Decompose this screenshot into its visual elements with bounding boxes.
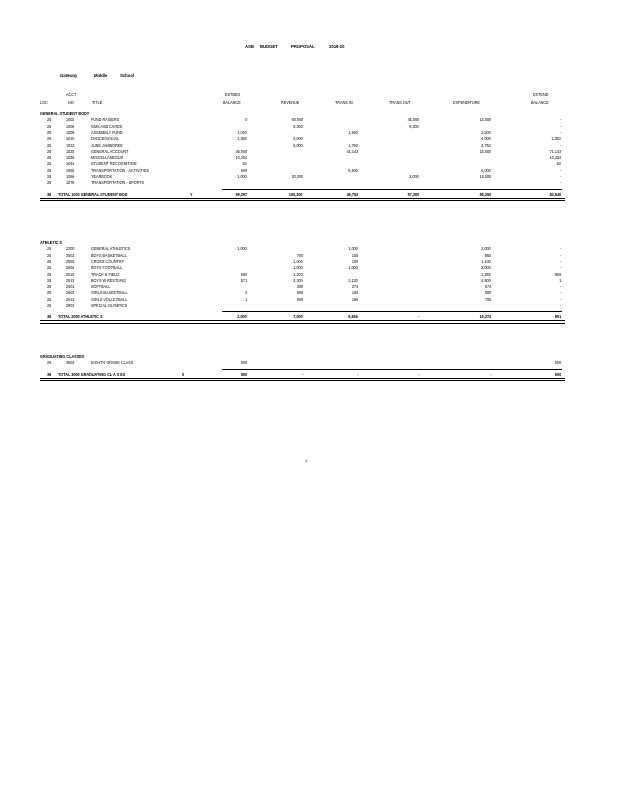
row-end: - xyxy=(559,167,561,173)
row-acct-no: 1022 xyxy=(66,142,75,148)
row-tout: 9,300 xyxy=(409,123,419,129)
total-rev: 7,000 xyxy=(293,314,303,320)
total-flag: Y xyxy=(190,191,193,197)
row-acct-no: 1065 xyxy=(66,167,75,173)
row-end: 10,254 xyxy=(549,155,561,161)
col-estbeg: ESTBEG xyxy=(225,92,241,97)
row-end: - xyxy=(559,246,561,252)
row-loc: 25 xyxy=(47,155,52,161)
col-acct: ACCT xyxy=(66,92,77,97)
row-acct-no: 2602 xyxy=(66,290,75,296)
total-flag: 0 xyxy=(182,371,185,377)
total-tin: 6,846 xyxy=(348,314,358,320)
row-beg: 0 xyxy=(244,117,247,123)
row-title: STUDENT RECOGNITION xyxy=(91,161,137,167)
school-name-2: Middle xyxy=(94,74,108,79)
row-exp: 15,000 xyxy=(479,148,491,154)
row-end: - xyxy=(559,174,561,179)
row-loc: 25 xyxy=(47,284,52,290)
row-end: - xyxy=(559,117,561,123)
row-tin: 1,000 xyxy=(348,246,358,252)
row-loc: 25 xyxy=(47,252,52,258)
row-beg: 0 xyxy=(244,290,247,296)
row-loc: 25 xyxy=(47,277,52,283)
row-exp: 6,750 xyxy=(481,142,491,148)
row-end: 53 xyxy=(556,161,561,167)
school-name-1: Gateway xyxy=(60,74,78,79)
total-end: 82,540 xyxy=(549,191,561,197)
col-loc: LOC xyxy=(40,100,48,105)
row-title: TRANSPORTATION - ACTIVITIES xyxy=(91,167,149,173)
row-loc: 25 xyxy=(47,360,52,366)
row-title: GENERAL ATHLETICS xyxy=(91,246,131,252)
row-title: CROSS COUNTRY xyxy=(91,258,125,264)
total-tin: - xyxy=(356,371,358,377)
row-title: EIGHTH GRADE CLASS xyxy=(91,360,134,366)
row-title: GMS ASB CARDS xyxy=(91,123,123,129)
row-acct-no: 1025 xyxy=(66,148,75,154)
row-title: MISCELLANEOUS xyxy=(91,155,124,161)
total-label: TOTAL 1000 GENERAL STUDENT BOD xyxy=(58,191,128,197)
row-title: JUNE JAMBOREE xyxy=(91,142,123,148)
row-rev: 700 xyxy=(296,252,303,258)
total-rule-bottom xyxy=(40,378,565,382)
row-title: GIRLS VOLLEYBALL xyxy=(91,296,128,302)
row-acct-no: 1002 xyxy=(66,117,75,123)
total-loc: 36 xyxy=(47,314,52,320)
row-end: - xyxy=(559,180,561,186)
row-end: - xyxy=(559,284,561,290)
row-acct-no: 2510 xyxy=(66,271,75,277)
row-loc: 25 xyxy=(47,117,52,123)
row-end: - xyxy=(559,123,561,129)
total-rule-bottom xyxy=(40,198,565,202)
row-acct-no: 2502 xyxy=(66,252,75,258)
row-title: BOYS BASKETBALL xyxy=(91,252,127,258)
total-rev: - xyxy=(301,371,303,377)
row-loc: 25 xyxy=(47,148,52,154)
title-budget: BUDGET xyxy=(260,45,278,50)
row-title: SPECIAL OLYMPICS xyxy=(91,303,128,308)
title-asb: ASB xyxy=(245,45,254,50)
row-loc: 25 xyxy=(47,271,52,277)
row-end: - xyxy=(559,129,561,135)
row-loc: 25 xyxy=(47,258,52,264)
row-tin: 1,750 xyxy=(348,142,358,148)
row-acct-no: 2903 xyxy=(66,303,75,308)
row-beg: 1,000 xyxy=(237,246,247,252)
row-rev: 5,000 xyxy=(293,142,303,148)
row-tin: 199 xyxy=(351,296,358,302)
row-loc: 25 xyxy=(47,123,52,129)
row-exp: 6,000 xyxy=(481,167,491,173)
row-exp: 6,000 xyxy=(481,136,491,142)
col-trans-out: TRANS OUT xyxy=(389,100,411,105)
row-end: - xyxy=(559,142,561,148)
row-rev: 20,000 xyxy=(291,174,303,179)
row-rev: 1,200 xyxy=(293,271,303,277)
row-title: YEARBOOK xyxy=(91,174,113,179)
row-tin: 2,130 xyxy=(348,277,358,283)
row-end: - xyxy=(559,258,561,264)
row-exp: 15,000 xyxy=(479,117,491,123)
col-trans-in: TRANS IN xyxy=(335,100,353,105)
total-end: 500 xyxy=(554,371,561,377)
row-acct-no: 2200 xyxy=(66,246,75,252)
row-rev: 1,000 xyxy=(293,258,303,264)
total-beg: 59,297 xyxy=(235,191,247,197)
row-rev: 600 xyxy=(296,290,303,296)
row-beg: 600 xyxy=(240,167,247,173)
row-acct-no: 1010 xyxy=(66,136,75,142)
total-exp: - xyxy=(489,371,491,377)
col-estend: ESTEND xyxy=(533,92,549,97)
row-beg: 500 xyxy=(240,360,247,366)
row-end: 850 xyxy=(554,271,561,277)
row-beg: 500 xyxy=(240,271,247,277)
row-beg: 571 xyxy=(240,277,247,283)
total-tout: 57,300 xyxy=(407,191,419,197)
total-rule-top xyxy=(222,311,562,312)
row-title: SOFTBALL xyxy=(91,284,111,290)
row-rev: 6,000 xyxy=(293,136,303,142)
row-loc: 25 xyxy=(47,180,52,186)
row-exp: 700 xyxy=(484,296,491,302)
row-loc: 25 xyxy=(47,296,52,302)
total-label: TOTAL 2000 ATHLETIC S xyxy=(58,314,103,320)
row-rev: 9,300 xyxy=(293,123,303,129)
row-beg: 53 xyxy=(242,161,247,167)
total-exp: 16,374 xyxy=(479,314,491,320)
total-beg: 2,000 xyxy=(237,314,247,320)
row-end: 71,143 xyxy=(549,148,561,154)
row-loc: 25 xyxy=(47,303,52,308)
row-tout: 45,000 xyxy=(407,117,419,123)
row-exp: 1,100 xyxy=(481,258,491,264)
row-acct-no: 2613 xyxy=(66,296,75,302)
row-beg: 10,254 xyxy=(235,155,247,161)
row-title: TRACK & FIELD xyxy=(91,271,120,277)
row-loc: 25 xyxy=(47,167,52,173)
row-tin: 1,460 xyxy=(348,129,358,135)
row-tin: 274 xyxy=(351,284,358,290)
total-tin: 49,753 xyxy=(346,191,358,197)
row-title: GIRLS BASKETBALL xyxy=(91,290,128,296)
row-title: BOYS W RESTLING xyxy=(91,277,127,283)
total-rule-bottom xyxy=(40,320,565,324)
row-exp: 2,500 xyxy=(481,129,491,135)
row-end: 1,350 xyxy=(551,136,561,142)
total-label: TOTAL 3000 GRADUATING CL A S ES xyxy=(58,371,126,377)
row-tin: 192 xyxy=(351,290,358,296)
row-rev: 500 xyxy=(296,296,303,302)
total-exp: 69,250 xyxy=(479,191,491,197)
row-beg: 1,000 xyxy=(237,174,247,179)
row-loc: 25 xyxy=(47,265,52,271)
row-exp: 800 xyxy=(484,290,491,296)
row-loc: 25 xyxy=(47,290,52,296)
row-rev: 300 xyxy=(296,284,303,290)
total-rev: 100,300 xyxy=(289,191,303,197)
row-title: ASSEMBLY FUND xyxy=(91,129,123,135)
total-rule-top xyxy=(222,189,562,190)
col-estend-balance: BALANCE xyxy=(531,100,549,105)
row-title: DANCE/SOCIAL xyxy=(91,136,120,142)
row-acct-no: 2512 xyxy=(66,277,75,283)
row-end: - xyxy=(559,303,561,308)
page-number: 7 xyxy=(305,459,308,464)
row-tin: 150 xyxy=(351,252,358,258)
title-proposal: PROPOSAL xyxy=(291,45,315,50)
row-acct-no: 2503 xyxy=(66,258,75,264)
row-exp: 2,000 xyxy=(481,246,491,252)
row-tin: 100 xyxy=(351,258,358,264)
row-loc: 25 xyxy=(47,246,52,252)
row-rev: 2,300 xyxy=(293,277,303,283)
row-tin: 5,400 xyxy=(348,167,358,173)
row-exp: 18,000 xyxy=(479,174,491,179)
row-end: 1 xyxy=(558,277,561,283)
row-loc: 25 xyxy=(47,136,52,142)
row-end: - xyxy=(559,265,561,271)
row-acct-no: 2504 xyxy=(66,265,75,271)
row-rev: 1,000 xyxy=(293,265,303,271)
row-loc: 25 xyxy=(47,129,52,135)
row-exp: 574 xyxy=(484,284,491,290)
section-heading: ATHLETIC S xyxy=(40,240,62,245)
row-acct-no: 1036 xyxy=(66,155,75,161)
row-exp: 1,250 xyxy=(481,271,491,277)
row-acct-no: 1066 xyxy=(66,174,75,179)
school-name-3: School xyxy=(120,74,135,79)
row-end: - xyxy=(559,296,561,302)
row-tin: 41,143 xyxy=(346,148,358,154)
row-rev: 60,000 xyxy=(291,117,303,123)
total-rule-top xyxy=(222,369,562,370)
total-loc: 36 xyxy=(47,371,52,377)
row-acct-no: 1075 xyxy=(66,180,75,186)
row-title: BOYS FOOTBALL xyxy=(91,265,123,271)
row-exp: 5,600 xyxy=(481,277,491,283)
row-tout: 3,000 xyxy=(409,174,419,179)
title-year: 2019-20 xyxy=(329,45,345,50)
row-beg: 1 xyxy=(244,296,247,302)
section-heading: GENERAL STUDENT BODY xyxy=(40,111,90,116)
row-exp: 850 xyxy=(484,252,491,258)
row-acct-no: 2601 xyxy=(66,284,75,290)
row-acct-no: 1006 xyxy=(66,123,75,129)
row-end: - xyxy=(559,290,561,296)
row-title: TRANSPORTATION - SPORTS xyxy=(91,180,145,186)
col-title: TITLE xyxy=(92,100,103,105)
total-beg: 500 xyxy=(240,371,247,377)
col-revenue: REVENUE xyxy=(281,100,300,105)
row-end: - xyxy=(559,252,561,258)
col-estbeg-balance: BALANCE xyxy=(223,100,241,105)
total-tout: - xyxy=(417,371,419,377)
row-acct-no: 1044 xyxy=(66,161,75,167)
row-end: 500 xyxy=(554,360,561,366)
row-exp: 2,000 xyxy=(481,265,491,271)
row-loc: 25 xyxy=(47,142,52,148)
col-expenditure: EXPENDITURE xyxy=(453,100,480,105)
row-beg: 45,000 xyxy=(235,148,247,154)
row-beg: 1,350 xyxy=(237,136,247,142)
row-loc: 25 xyxy=(47,161,52,167)
row-loc: 25 xyxy=(47,174,52,179)
row-title: FUND RAISERS xyxy=(91,117,120,123)
row-acct-no: 1009 xyxy=(66,129,75,135)
section-heading: GRADUATING CLASSES xyxy=(40,354,85,359)
col-no: NO xyxy=(68,100,74,105)
row-tin: 1,000 xyxy=(348,265,358,271)
row-acct-no: 3003 xyxy=(66,360,75,366)
total-tout: - xyxy=(417,314,419,320)
row-title: GENERAL ACCOUNT xyxy=(91,148,129,154)
total-end: 851 xyxy=(554,314,561,320)
row-beg: 1,040 xyxy=(237,129,247,135)
total-loc: 36 xyxy=(47,191,52,197)
